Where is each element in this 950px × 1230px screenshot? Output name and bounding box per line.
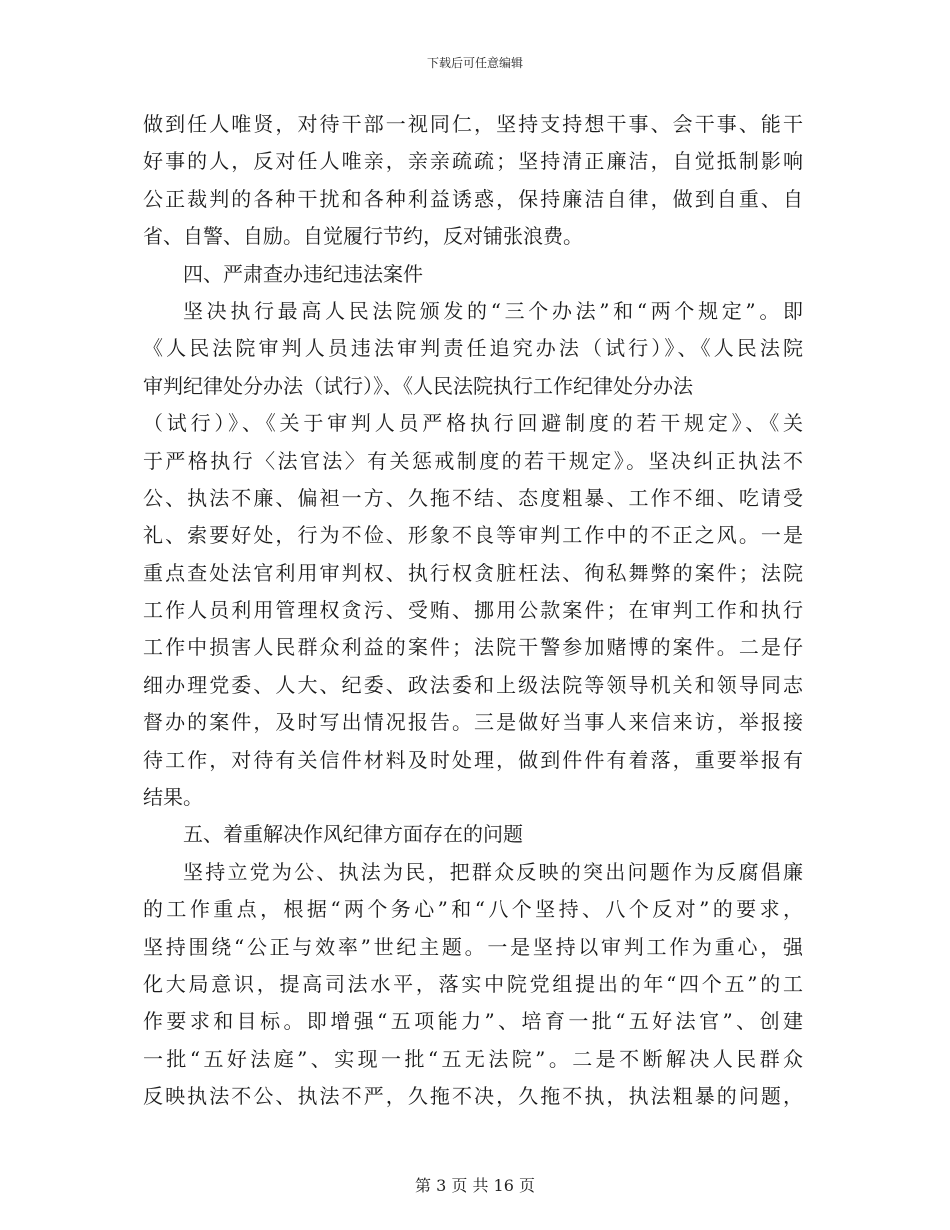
text-line: 作要求和目标。即增强“五项能力”、培育一批“五好法官”、创建 xyxy=(143,1009,803,1034)
text-line: 五、着重解决作风纪律方面存在的问题 xyxy=(183,822,523,847)
text-line: 结果。 xyxy=(143,785,203,810)
text-line: 好事的人，反对任人唯亲，亲亲疏疏；坚持清正廉洁，自觉抵制影响 xyxy=(143,149,803,174)
page-header: 下载后可任意编辑 xyxy=(426,56,523,70)
text-line: 化大局意识，提高司法水平，落实中院党组提出的年“四个五”的工 xyxy=(143,971,803,996)
text-line: 的工作重点，根据“两个务心”和“八个坚持、八个反对”的要求， xyxy=(143,897,803,922)
text-line: 公、执法不廉、偏袒一方、久拖不结、态度粗暴、工作不细、吃请受 xyxy=(143,485,803,510)
text-line: 细办理党委、人大、纪委、政法委和上级法院等领导机关和领导同志 xyxy=(143,672,803,697)
text-line: 一批“五好法庭”、实现一批“五无法院”。二是不断解决人民群众 xyxy=(143,1046,803,1071)
page-number-footer: 第 3 页 共 16 页 xyxy=(415,1176,535,1195)
text-line: 坚决执行最高人民法院颁发的“三个办法”和“两个规定”。即 xyxy=(183,298,803,323)
text-line: 督办的案件，及时写出情况报告。三是做好当事人来信来访，举报接 xyxy=(143,710,803,735)
text-line: 工作人员利用管理权贪污、受贿、挪用公款案件；在审判工作和执行 xyxy=(143,598,803,623)
document-body xyxy=(143,106,803,1116)
text-line: （试行）》、《关于审判人员严格执行回避制度的若干规定》、《关 xyxy=(143,411,803,436)
text-line: 《人民法院审判人员违法审判责任追究办法（试行）》、《人民法院 xyxy=(143,336,803,361)
text-line: 待工作，对待有关信件材料及时处理，做到件件有着落，重要举报有 xyxy=(143,747,803,772)
text-line: 坚持围绕“公正与效率”世纪主题。一是坚持以审判工作为重心，强 xyxy=(143,934,803,959)
text-line: 礼、索要好处，行为不俭、形象不良等审判工作中的不正之风。一是 xyxy=(143,523,803,548)
text-line: 省、自警、自励。自觉履行节约，反对铺张浪费。 xyxy=(143,224,583,249)
text-line: 公正裁判的各种干扰和各种利益诱惑，保持廉洁自律，做到自重、自 xyxy=(143,186,803,211)
text-line: 做到任人唯贤，对待干部一视同仁，坚持支持想干事、会干事、能干 xyxy=(143,112,803,136)
text-line: 工作中损害人民群众利益的案件；法院干警参加赌博的案件。二是仔 xyxy=(143,635,803,660)
text-line: 审判纪律处分办法（试行）》、《人民法院执行工作纪律处分办法 xyxy=(143,373,693,398)
text-line: 四、严肃查办违纪违法案件 xyxy=(183,261,423,286)
text-line: 于严格执行〈法官法〉有关惩戒制度的若干规定》。坚决纠正执法不 xyxy=(143,448,803,473)
text-line: 坚持立党为公、执法为民，把群众反映的突出问题作为反腐倡廉 xyxy=(183,859,803,884)
text-line: 重点查处法官利用审判权、执行权贪脏枉法、徇私舞弊的案件；法院 xyxy=(143,560,803,585)
text-line: 反映执法不公、执法不严，久拖不决，久拖不执，执法粗暴的问题， xyxy=(143,1084,803,1109)
